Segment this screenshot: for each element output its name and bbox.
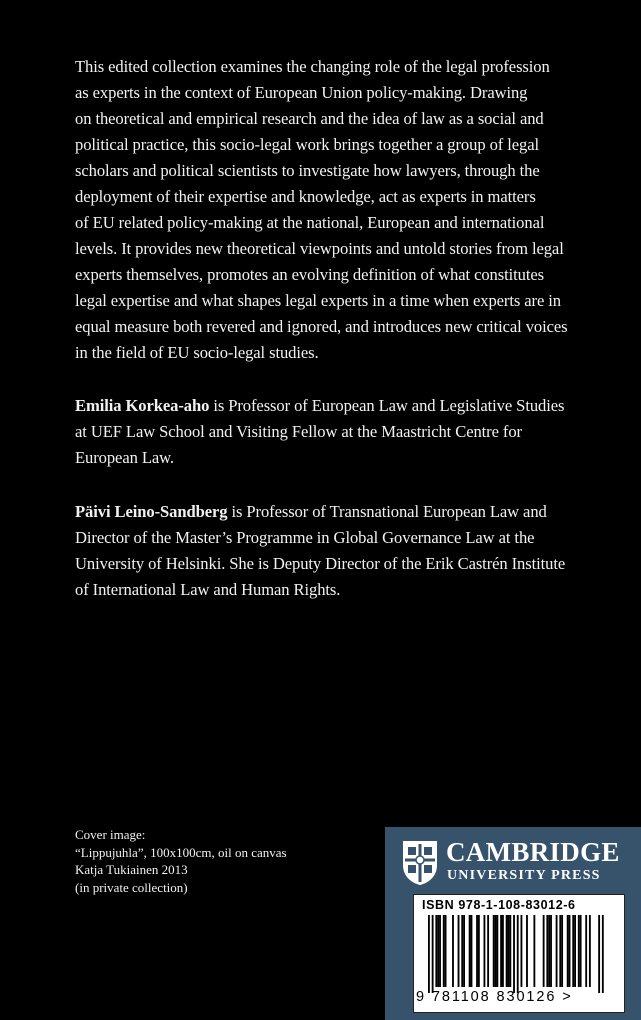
publisher-panel <box>385 827 641 1020</box>
barcode-bar <box>517 915 519 993</box>
barcode-bar <box>502 915 504 987</box>
abstract-line: experts themselves, promotes an evolving definition of what constitutes <box>75 265 544 284</box>
abstract-line: on theoretical and empirical research and the idea of law as a social and <box>75 109 544 128</box>
barcode-bar <box>546 915 548 987</box>
abstract-line: of EU related policy-making at the national, European and international <box>75 213 545 232</box>
credit-line: Katja Tukiainen 2013 <box>75 862 188 877</box>
barcode-bar <box>559 915 561 987</box>
barcode-bar <box>493 915 495 987</box>
isbn-barcode <box>413 894 625 1013</box>
publisher-name <box>446 837 620 885</box>
barcode-bar <box>567 915 569 987</box>
bio-line: at UEF Law School and Visiting Fellow at the Maastricht Centre for <box>75 422 522 441</box>
bio-line: European Law. <box>75 448 174 467</box>
barcode-bar <box>543 915 545 987</box>
cover-image-credit <box>75 826 375 896</box>
bio-line: Director of the Master’s Programme in Global Governance Law at the <box>75 528 535 547</box>
barcode-bar <box>508 915 510 987</box>
barcode-bar <box>445 915 447 987</box>
barcode-bar <box>521 915 523 987</box>
barcode-bar <box>602 915 604 993</box>
abstract-line: as experts in the context of European Union policy-making. Drawing <box>75 83 528 102</box>
credit-line: Cover image: <box>75 827 146 842</box>
barcode-bar <box>432 915 434 993</box>
barcode-bar <box>484 915 486 987</box>
isbn-label: ISBN 978-1-108-83012-6 <box>422 898 576 912</box>
barcode-bar <box>435 915 437 987</box>
abstract-line: This edited collection examines the changing role of the legal profession <box>75 57 550 76</box>
barcode-bar <box>469 915 471 987</box>
barcode-bar <box>478 915 480 987</box>
abstract-line: deployment of their expertise and knowledge, act as experts in matters <box>75 187 536 206</box>
barcode-bar <box>580 915 582 987</box>
barcode-bar <box>548 915 550 987</box>
abstract-line: scholars and political scientists to investigate how lawyers, through the <box>75 161 540 180</box>
barcode-bars <box>424 915 616 995</box>
publisher-name-line2: UNIVERSITY PRESS <box>447 868 601 883</box>
barcode-bar <box>513 915 515 993</box>
author-name: Emilia Korkea-aho <box>75 396 210 415</box>
barcode-bar <box>500 915 502 987</box>
barcode-bar <box>487 915 489 987</box>
barcode-bar <box>574 915 576 987</box>
barcode-bar <box>428 915 430 993</box>
abstract-line: in the field of EU socio-legal studies. <box>75 343 319 362</box>
bio-text: is Professor of European Law and Legislative Studies <box>209 396 565 415</box>
barcode-bar <box>463 915 465 987</box>
barcode-bar <box>495 915 497 987</box>
bio-line: of International Law and Human Rights. <box>75 580 341 599</box>
barcode-bar <box>496 915 498 987</box>
author-bio-leino-sandberg <box>75 499 575 603</box>
barcode-bar <box>572 915 574 987</box>
credit-line: (in private collection) <box>75 879 188 895</box>
barcode-bar <box>533 915 535 987</box>
abstract-line: political practice, this socio-legal work brings together a group of legal <box>75 135 539 154</box>
abstract-line: legal expertise and what shapes legal experts in a time when experts are in <box>75 291 561 310</box>
barcode-bar <box>506 915 508 987</box>
barcode-bar <box>526 915 528 987</box>
barcode-bar <box>556 915 558 987</box>
barcode-bar <box>598 915 600 993</box>
barcode-bar <box>561 915 563 987</box>
barcode-bar <box>452 915 454 987</box>
abstract-line: levels. It provides new theoretical viewpoints and untold stories from legal <box>75 239 564 258</box>
abstract-line: equal measure both revered and ignored, and introduces new critical voices <box>75 317 568 336</box>
barcode-bar <box>585 915 587 987</box>
barcode-bar <box>476 915 478 987</box>
barcode-bar <box>443 915 445 987</box>
barcode-bar <box>437 915 439 987</box>
bio-line: University of Helsinki. She is Deputy Director of the Erik Castrén Institute <box>75 554 566 573</box>
barcode-bar <box>578 915 580 987</box>
bio-line <box>75 393 575 419</box>
ean-digits: 9 781108 830126 > <box>416 989 573 1005</box>
barcode-bar <box>550 915 552 987</box>
author-name: Päivi Leino-Sandberg <box>75 502 228 521</box>
barcode-bar <box>509 915 511 987</box>
barcode-bar <box>471 915 473 987</box>
barcode-bar <box>569 915 571 987</box>
barcode-bar <box>439 915 441 987</box>
credit-line: “Lippujuhla”, 100x100cm, oil on canvas <box>75 844 287 860</box>
barcode-bar <box>589 915 591 987</box>
cambridge-crest-icon <box>402 840 438 886</box>
barcode-bar <box>458 915 460 987</box>
abstract <box>75 54 575 366</box>
bio-text: is Professor of Transnational European Law and <box>227 502 547 521</box>
bio-line <box>75 499 575 525</box>
author-bio-korkea-aho <box>75 393 575 471</box>
publisher-name-line1: CAMBRIDGE <box>446 837 620 867</box>
barcode-bar <box>461 915 463 987</box>
